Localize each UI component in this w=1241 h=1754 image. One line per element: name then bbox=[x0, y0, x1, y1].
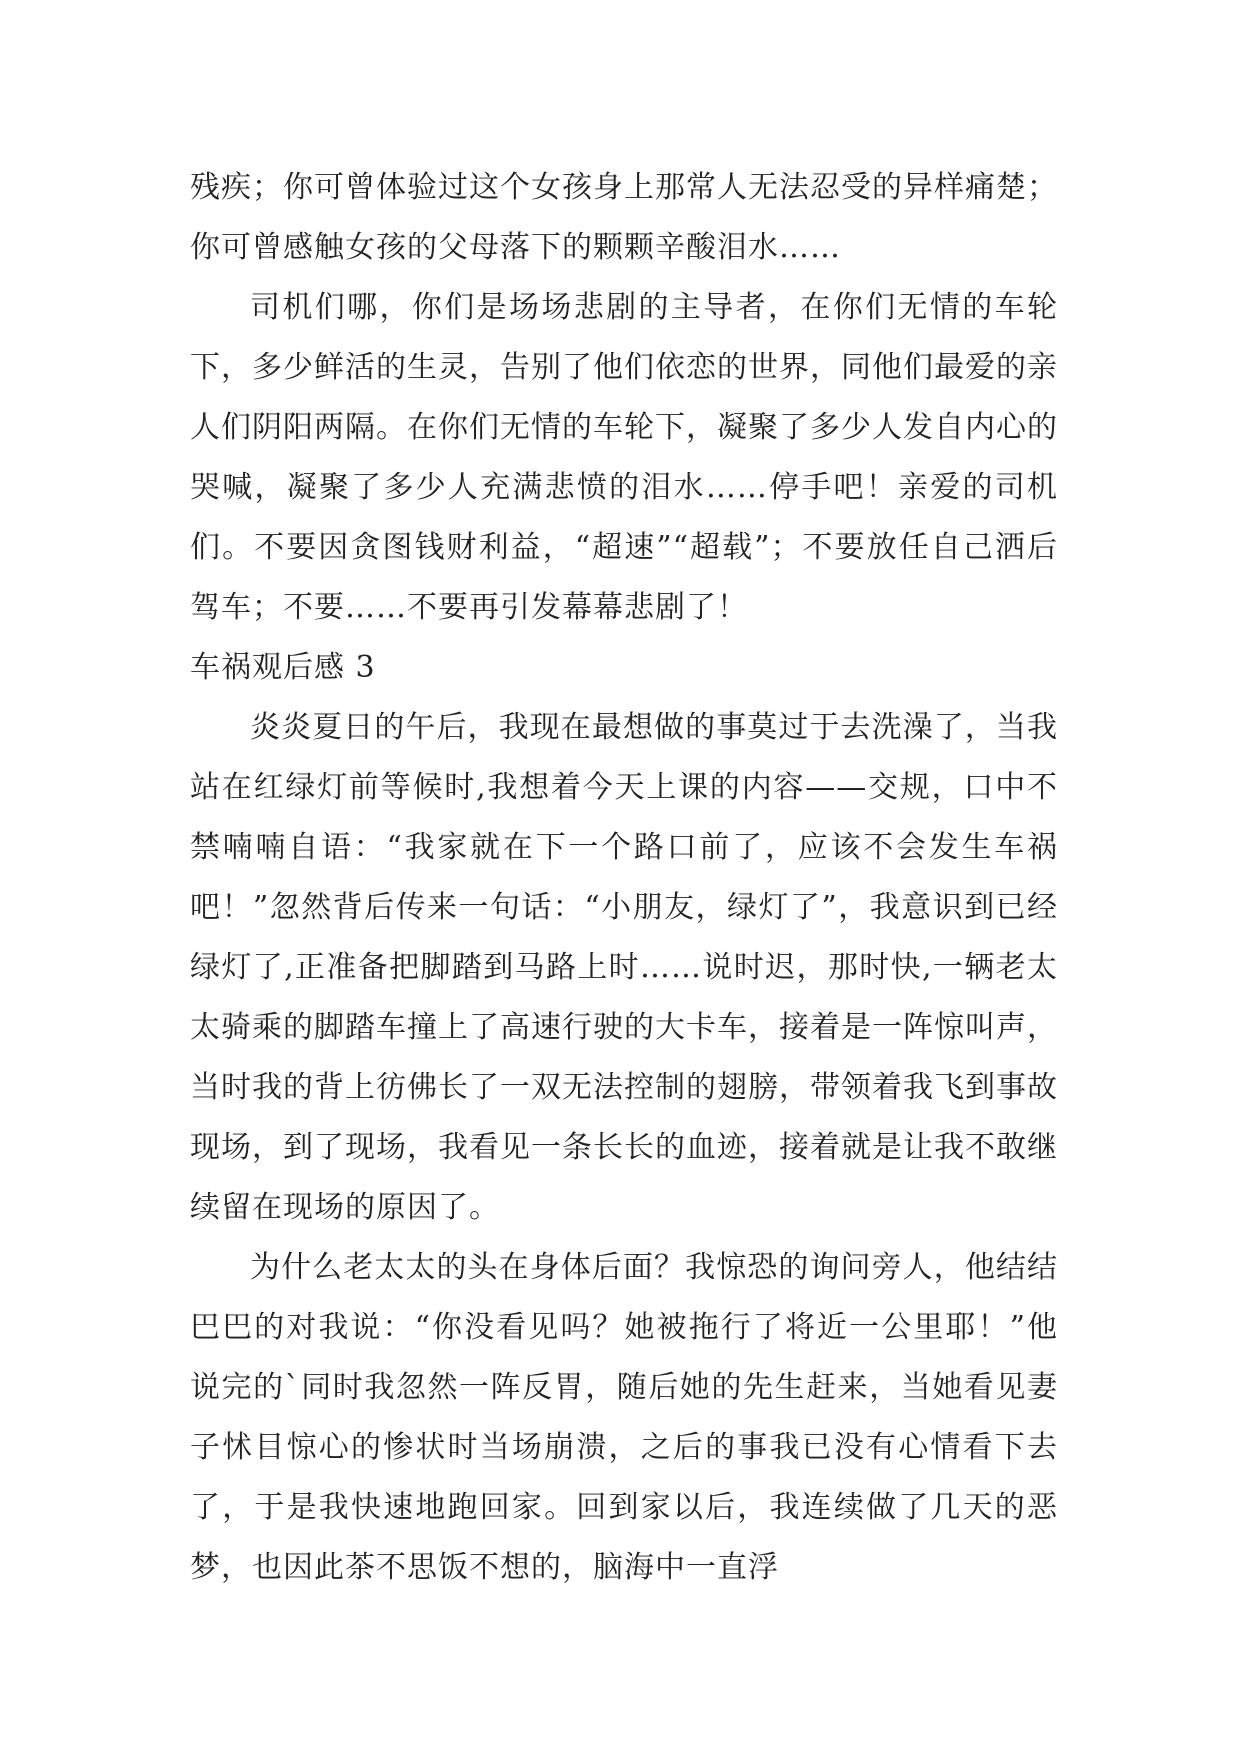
paragraph-2: 司机们哪，你们是场场悲剧的主导者，在你们无情的车轮下，多少鲜活的生灵，告别了他们依恋的世界，同他们最爱的亲人们阴阳两隔。在你们无情的车轮下，凝聚了多少人发自内心的哭喊，凝聚了多少人充满悲愤的泪水……停手吧！亲爱的司机们。不要因贪图钱财利益，“超速”“超载”；不要放任自己洒后驾车；不要……不要再引发幕幕悲剧了！ bbox=[190, 290, 1058, 625]
paragraph-4: 为什么老太太的头在身体后面？我惊恐的询问旁人，他结结巴巴的对我说：“你没看见吗？她被拖行了将近一公里耶！”他说完的`同时我忽然一阵反胃，随后她的先生赶来，当她看见妻子怵目惊心的惨状时当场崩溃，之后的事我已没有心情看下去了，于是我快速地跑回家。回到家以后，我连续做了几天的恶梦，也因此茶不思饭不想的，脑海中一直浮 bbox=[190, 1250, 1058, 1585]
document-body bbox=[190, 158, 1058, 1598]
section-title: 车祸观后感 3 bbox=[190, 650, 376, 685]
paragraph-3: 炎炎夏日的午后，我现在最想做的事莫过于去洗澡了，当我站在红绿灯前等候时,我想着今天上课的内容——交规，口中不禁喃喃自语：“我家就在下一个路口前了，应该不会发生车祸吧！”忽然背后传来一句话：“小朋友，绿灯了”，我意识到已经绿灯了,正准备把脚踏到马路上时……说时迟，那时快,一辆老太太骑乘的脚踏车撞上了高速行驶的大卡车，接着是一阵惊叫声，当时我的背上彷佛长了一双无法控制的翅膀，带领着我飞到事故现场，到了现场，我看见一条长长的血迹，接着就是让我不敢继续留在现场的原因了。 bbox=[190, 710, 1058, 1225]
paragraph-1: 残疾；你可曾体验过这个女孩身上那常人无法忍受的异样痛楚；你可曾感触女孩的父母落下的颗颗辛酸泪水…… bbox=[190, 170, 1058, 265]
